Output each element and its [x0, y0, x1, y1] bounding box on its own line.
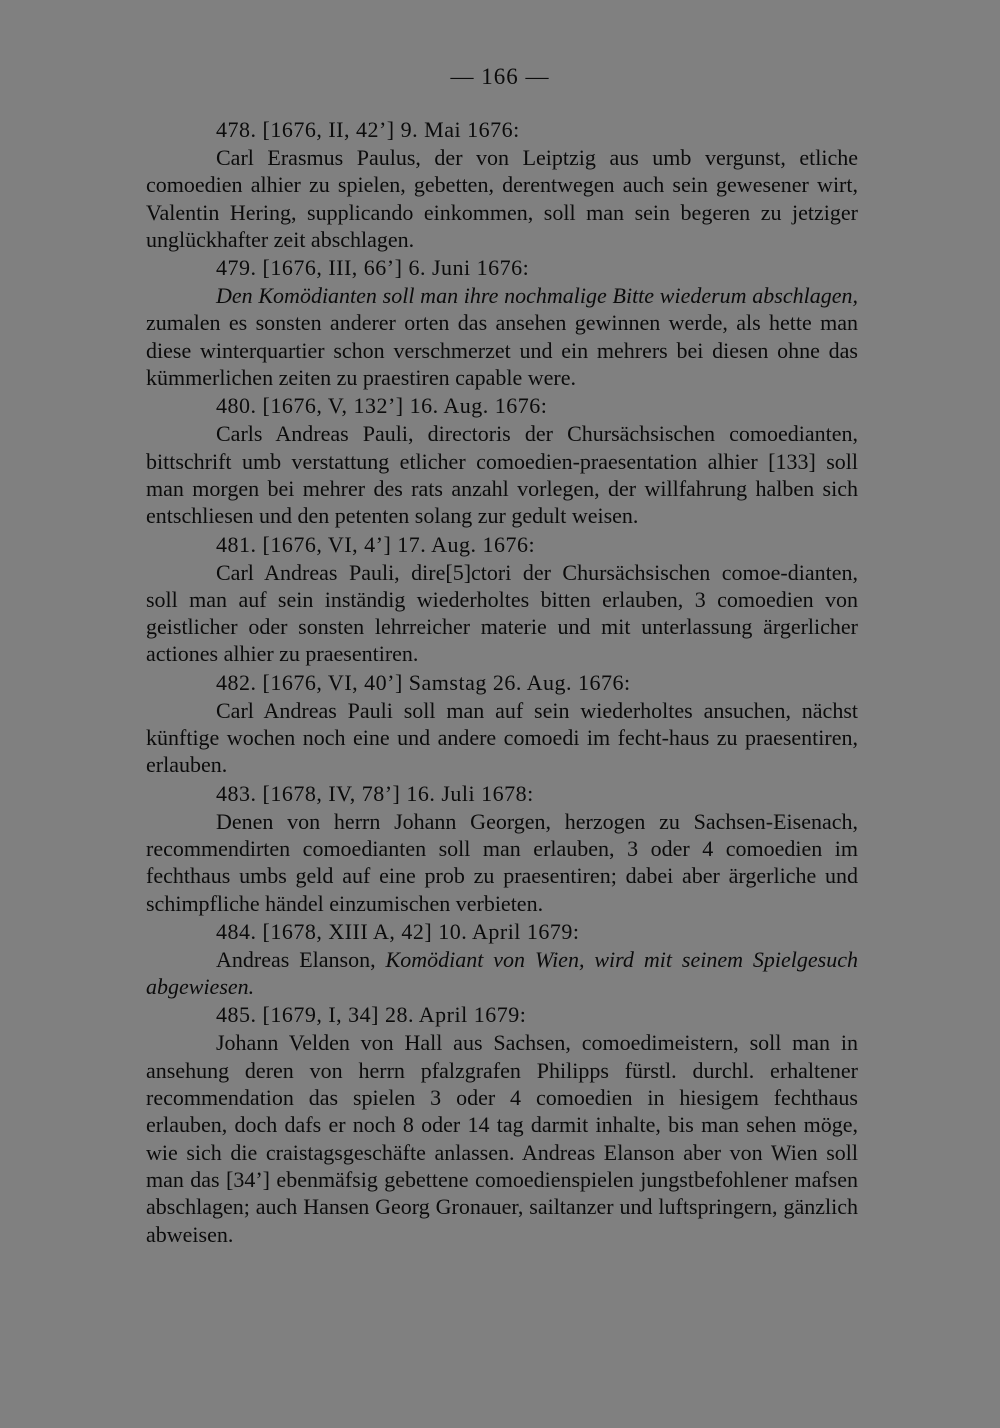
entry-text-plain: zumalen es sonsten anderer orten das ansehen gewinnen werde, als hette man diese winterquartier schon verschmerzet und ein mehrers bei diesen ohne das kümmerlichen zeiten zu praestiren capable were.: [146, 310, 858, 391]
entry-heading: 481. [1676, VI, 4’] 17. Aug. 1676:: [216, 531, 536, 557]
entry-484: [146, 918, 858, 1001]
entry-heading: 483. [1678, IV, 78’] 16. Juli 1678:: [216, 780, 534, 806]
entry-479: [146, 254, 858, 391]
entry-482: [146, 669, 858, 779]
entry-text-italic: Komödiant von Wien, wird mit seinem Spielgesuch abgewiesen.: [146, 946, 858, 1000]
entry-text: Denen von herrn Johann Georgen, herzogen zu Sachsen-Eisenach, recommendirten comoedianten soll man erlauben, 3 oder 4 comoedien im fechthaus umbs geld auf eine prob zu praesentiren; dabei aber ärgerliche und schimpfliche händel einzumischen verbieten.: [146, 808, 858, 916]
entry-list: [146, 116, 858, 1249]
entry-text-plain: Andreas Elanson,: [216, 946, 386, 972]
entry-text-italic: Den Komödianten soll man ihre nochmalige Bitte wiederum abschlagen,: [216, 283, 858, 309]
entry-485: [146, 1001, 858, 1247]
entry-heading: 480. [1676, V, 132’] 16. Aug. 1676:: [216, 393, 548, 419]
entry-heading: 485. [1679, I, 34] 28. April 1679:: [216, 1002, 527, 1028]
entry-heading: 478. [1676, II, 42’] 9. Mai 1676:: [216, 117, 520, 142]
entry-text: Carl Erasmus Paulus, der von Leiptzig aus umb vergunst, etliche comoedien alhier zu spielen, gebetten, derentwegen auch sein gewesener wirt, Valentin Hering, supplicando einkommen, soll man sein begeren zu jetziger unglückhafter zeit abschlagen.: [146, 145, 858, 252]
entry-heading: 484. [1678, XIII A, 42] 10. April 1679:: [216, 918, 580, 944]
entry-heading: 479. [1676, III, 66’] 6. Juni 1676:: [216, 255, 530, 281]
entry-text: [146, 282, 858, 391]
entry-text: [146, 946, 858, 1001]
entry-480: [146, 392, 858, 529]
entry-text: Carl Andreas Pauli, dire[5]ctori der Chursächsischen comoe-dianten, soll man auf sein inständig wiederholtes bitten erlauben, 3 comoedien von geistlicher oder sonsten lehrreicher materie und mit unterlassung ärgerlicher actiones alhier zu praesentiren.: [146, 559, 858, 667]
page-number: — 166 —: [450, 64, 550, 89]
entry-text: Carls Andreas Pauli, directoris der Chursächsischen comoedianten, bittschrift umb verstattung etlicher comoedien-praesentation alhier [133] soll man morgen bei mehrer des rats anzahl vorlegen, der willfahrung halben sich entschliesen und den petenten solang zur gedult weisen.: [146, 421, 858, 529]
entry-text: Johann Velden von Hall aus Sachsen, comoedimeistern, soll man in ansehung deren von herrn pfalzgrafen Philipps fürstl. durchl. erhaltener recommendation das spielen 3 oder 4 comoedien in hiesigem fechthaus erlauben, doch dafs er noch 8 oder 14 tag darmit inhalte, bis man sehen möge, wie sich die craistagsgeschäfte anlassen. Andreas Elanson aber von Wien soll man das [34’] ebenmäfsig gebettene comoedienspielen jungstbefohlener mafsen abschlagen; auch Hansen Georg Gronauer, sailtanzer und luftspringern, gänzlich abweisen.: [146, 1030, 858, 1247]
entry-text: Carl Andreas Pauli soll man auf sein wiederholtes ansuchen, nächst künftige wochen noch eine und andere comoedi im fecht-haus zu praesentiren, erlauben.: [146, 697, 858, 778]
entry-478: [146, 116, 858, 253]
entry-483: [146, 780, 858, 917]
entry-heading: 482. [1676, VI, 40’] Samstag 26. Aug. 1676:: [216, 669, 631, 695]
entry-481: [146, 531, 858, 668]
